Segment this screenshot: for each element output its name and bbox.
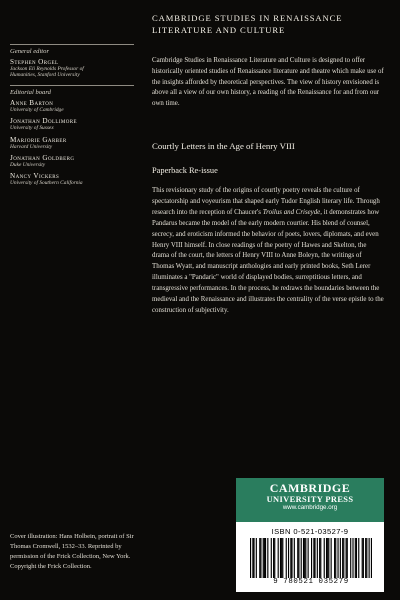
member-affiliation: University of Southern California bbox=[10, 180, 83, 187]
editor-affiliation-line2: Humanities, Stanford University bbox=[10, 72, 80, 79]
board-member bbox=[10, 172, 138, 186]
barcode-bar bbox=[311, 538, 312, 578]
barcode-bar bbox=[342, 538, 343, 578]
barcode-digits: 9 780521 035279 bbox=[273, 578, 349, 586]
barcode-bar bbox=[298, 538, 299, 578]
barcode-bar bbox=[294, 538, 295, 578]
barcode-bar bbox=[291, 538, 292, 578]
barcode-bar bbox=[304, 538, 305, 578]
barcode-bar bbox=[337, 538, 338, 578]
barcode-bar bbox=[250, 538, 251, 578]
barcode-bar bbox=[347, 538, 348, 578]
editorial-board-label: Editorial board bbox=[10, 88, 51, 96]
series-title-line1: CAMBRIDGE STUDIES IN RENAISSANCE bbox=[152, 13, 343, 23]
series-title-line2: LITERATURE AND CULTURE bbox=[152, 25, 286, 35]
publisher-url: www.cambridge.org bbox=[282, 504, 338, 511]
barcode-bar bbox=[320, 538, 321, 578]
barcode-bar bbox=[263, 538, 264, 578]
barcode-block bbox=[236, 522, 384, 592]
barcode-bar bbox=[326, 538, 327, 578]
barcode-bar bbox=[371, 538, 372, 578]
barcode-bar bbox=[253, 538, 254, 578]
blurb-italic-title: Troilus and Criseyde bbox=[262, 208, 321, 216]
member-affiliation: University of Cambridge bbox=[10, 106, 64, 113]
barcode-bar bbox=[356, 538, 357, 578]
edition-label: Paperback Re-issue bbox=[152, 166, 218, 175]
cover-illustration-credit: Cover illustration: Hans Holbein, portrait of Sir Thomas Cromwell, 1532–33. Reprinted by permission of the Frick Collection, New York. Copyright the Frick Collection. bbox=[10, 533, 134, 570]
barcode-bar bbox=[355, 538, 356, 578]
barcode-bar bbox=[305, 538, 306, 578]
barcode-bar bbox=[328, 538, 329, 578]
barcode-bar bbox=[369, 538, 370, 578]
barcode-bar bbox=[301, 538, 302, 578]
isbn-label: ISBN 0-521-03527-9 bbox=[271, 527, 349, 536]
board-member bbox=[10, 99, 138, 113]
member-name: Nancy Vickers bbox=[10, 172, 60, 181]
editor-affiliation-line1: Jackson Eli Reynolds Professor of bbox=[10, 66, 84, 72]
barcode-bar bbox=[331, 538, 332, 578]
series-title bbox=[152, 12, 392, 36]
member-affiliation: Harvard University bbox=[10, 143, 53, 150]
barcode-bar bbox=[264, 538, 265, 578]
divider bbox=[10, 44, 134, 45]
barcode-bar bbox=[286, 538, 287, 578]
general-editor-label: General editor bbox=[10, 48, 50, 55]
barcode-bar bbox=[252, 538, 253, 578]
barcode-bar bbox=[334, 538, 335, 578]
barcode-bar bbox=[352, 538, 353, 578]
barcode-bar bbox=[319, 538, 320, 578]
barcode-bar bbox=[267, 538, 268, 578]
book-blurb bbox=[152, 186, 384, 317]
barcode-bar bbox=[365, 538, 366, 578]
barcode-bar bbox=[259, 538, 260, 578]
barcode-bar bbox=[274, 538, 275, 578]
board-member bbox=[10, 136, 138, 150]
barcode-bar bbox=[343, 538, 344, 578]
barcode-bar bbox=[346, 538, 347, 578]
publisher-logo bbox=[236, 478, 384, 522]
barcode-bar bbox=[335, 538, 336, 578]
barcode-bar bbox=[290, 538, 291, 578]
general-editor bbox=[10, 58, 138, 79]
divider bbox=[10, 85, 134, 86]
barcode-bar bbox=[280, 538, 281, 578]
barcode-bar bbox=[340, 538, 341, 578]
barcode-bar bbox=[362, 538, 363, 578]
member-name: Anne Barton bbox=[10, 98, 54, 107]
barcode-icon bbox=[250, 538, 372, 578]
barcode-bar bbox=[265, 538, 266, 578]
barcode-bar bbox=[271, 538, 272, 578]
editor-name: Stephen Orgel bbox=[10, 58, 59, 66]
blurb-text: , it demonstrates how Pandarus became the model of the early modern courtier. His blend of counsel, secrecy, and eroticism informed the behavior of poets, lovers, diplomats, and even Henry VIII himself. In close readings of the poetry of Hawes and Skelton, the drama of the court, the letters of Henry VIII to Anne Boleyn, the writings of Thomas Wyatt, and manuscript anthologies and early printed books, Seth Lerer illuminates a "Pandaric" world of displayed bodies, surreptitious letters, and transgressive performances. In the process, he redraws the boundaries between the medieval and the Renaissance and illustrates the centrality of the verse epistle to the construction of subjectivity. bbox=[152, 208, 384, 314]
barcode-bar bbox=[313, 538, 314, 578]
barcode-bar bbox=[358, 538, 359, 578]
member-name: Marjorie Garber bbox=[10, 135, 67, 144]
board-member bbox=[10, 117, 138, 131]
series-description: Cambridge Studies in Renaissance Literature and Culture is designed to offer historically oriented studies of Renaissance literature and theatre which make use of the insights afforded by theoretical perspectives. The view of history envisioned is above all a view of our own history, a reading of the Renaissance for and from our own time. bbox=[152, 57, 384, 108]
barcode-bar bbox=[308, 538, 309, 578]
barcode-bar bbox=[327, 538, 328, 578]
publisher-name: CAMBRIDGE bbox=[269, 481, 351, 495]
barcode-bar bbox=[281, 538, 282, 578]
editorial-board-list bbox=[10, 99, 138, 187]
barcode-bar bbox=[282, 538, 283, 578]
barcode-bar bbox=[273, 538, 274, 578]
blurb-text: This revisionary study of the origins of courtly poetry reveals the culture of spectatorship and voyeurism that shaped early Tudor English literary life. Through research into the reception of Chaucer's bbox=[152, 187, 380, 216]
barcode-bar bbox=[256, 538, 257, 578]
member-affiliation: University of Sussex bbox=[10, 125, 54, 132]
publisher-press: UNIVERSITY PRESS bbox=[266, 495, 354, 504]
barcode-bar bbox=[314, 538, 315, 578]
barcode-bar bbox=[350, 538, 351, 578]
barcode-bar bbox=[324, 538, 325, 578]
barcode-bar bbox=[317, 538, 318, 578]
barcode-bar bbox=[297, 538, 298, 578]
barcode-bar bbox=[363, 538, 364, 578]
barcode-bar bbox=[288, 538, 289, 578]
editors-column bbox=[10, 44, 138, 191]
barcode-bar bbox=[278, 538, 279, 578]
book-title: Courtly Letters in the Age of Henry VIII bbox=[152, 141, 295, 151]
member-name: Jonathan Dollimore bbox=[10, 117, 77, 126]
board-member bbox=[10, 154, 138, 168]
barcode-bar bbox=[366, 538, 367, 578]
barcode-bar bbox=[260, 538, 261, 578]
member-affiliation: Duke University bbox=[10, 162, 46, 169]
member-name: Jonathan Goldberg bbox=[10, 154, 75, 163]
barcode-bar bbox=[303, 538, 304, 578]
